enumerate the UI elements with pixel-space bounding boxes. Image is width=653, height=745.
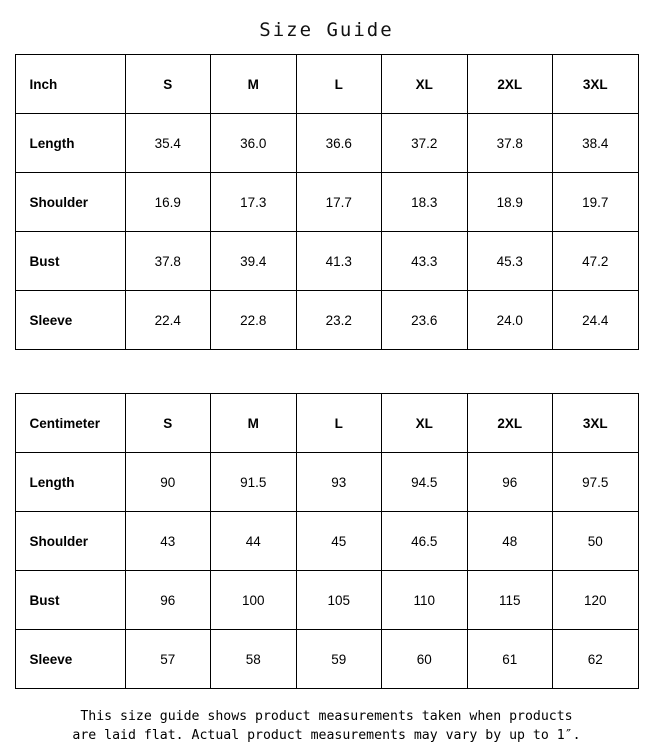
cell-value: 93: [296, 453, 382, 512]
footnote-line-2: are laid flat. Actual product measurements may vary by up to 1″.: [72, 728, 581, 744]
cell-value: 47.2: [553, 232, 639, 291]
column-header-m: M: [211, 55, 297, 114]
size-table-inch: [15, 54, 639, 350]
cell-value: 100: [211, 571, 297, 630]
column-header-l: L: [296, 55, 382, 114]
table-row: [15, 571, 638, 630]
cell-value: 24.0: [467, 291, 553, 350]
cell-value: 37.2: [382, 114, 468, 173]
cell-value: 17.7: [296, 173, 382, 232]
page-title: Size Guide: [259, 19, 394, 41]
column-header-2xl: 2XL: [467, 55, 553, 114]
row-label-bust: Bust: [15, 232, 125, 291]
table-row: [15, 232, 638, 291]
column-header-xl: XL: [382, 55, 468, 114]
footnote-line-1: This size guide shows product measurements taken when products: [80, 709, 573, 724]
table-row: [15, 512, 638, 571]
cell-value: 91.5: [211, 453, 297, 512]
row-label-length: Length: [15, 114, 125, 173]
cell-value: 43: [125, 512, 211, 571]
row-label-bust: Bust: [15, 571, 125, 630]
table-row: [15, 173, 638, 232]
column-header-m: M: [211, 394, 297, 453]
size-table-centimeter: [15, 393, 639, 689]
table-row: [15, 291, 638, 350]
cell-value: 24.4: [553, 291, 639, 350]
cell-value: 18.9: [467, 173, 553, 232]
row-label-shoulder: Shoulder: [15, 173, 125, 232]
column-header-xl: XL: [382, 394, 468, 453]
cell-value: 48: [467, 512, 553, 571]
cell-value: 97.5: [553, 453, 639, 512]
cell-value: 62: [553, 630, 639, 689]
cell-value: 105: [296, 571, 382, 630]
cell-value: 39.4: [211, 232, 297, 291]
table-row: [15, 114, 638, 173]
cell-value: 36.6: [296, 114, 382, 173]
cell-value: 90: [125, 453, 211, 512]
cell-value: 44: [211, 512, 297, 571]
column-header-s: S: [125, 55, 211, 114]
cell-value: 110: [382, 571, 468, 630]
cell-value: 37.8: [467, 114, 553, 173]
row-label-length: Length: [15, 453, 125, 512]
cell-value: 35.4: [125, 114, 211, 173]
table-header-row: [15, 55, 638, 114]
cell-value: 22.8: [211, 291, 297, 350]
cell-value: 23.6: [382, 291, 468, 350]
cell-value: 37.8: [125, 232, 211, 291]
cell-value: 120: [553, 571, 639, 630]
cell-value: 58: [211, 630, 297, 689]
cell-value: 18.3: [382, 173, 468, 232]
row-label-sleeve: Sleeve: [15, 630, 125, 689]
cell-value: 57: [125, 630, 211, 689]
column-header-3xl: 3XL: [553, 55, 639, 114]
cell-value: 59: [296, 630, 382, 689]
cell-value: 16.9: [125, 173, 211, 232]
cell-value: 45.3: [467, 232, 553, 291]
cell-value: 61: [467, 630, 553, 689]
column-header-l: L: [296, 394, 382, 453]
cell-value: 60: [382, 630, 468, 689]
cell-value: 23.2: [296, 291, 382, 350]
footnote: [15, 689, 639, 745]
cell-value: 17.3: [211, 173, 297, 232]
cell-value: 38.4: [553, 114, 639, 173]
table-header-row: [15, 394, 638, 453]
cell-value: 96: [467, 453, 553, 512]
column-header-3xl: 3XL: [553, 394, 639, 453]
cell-value: 45: [296, 512, 382, 571]
table-spacer: [0, 350, 653, 393]
cell-value: 43.3: [382, 232, 468, 291]
cell-value: 22.4: [125, 291, 211, 350]
unit-label-centimeter: Centimeter: [15, 394, 125, 453]
column-header-2xl: 2XL: [467, 394, 553, 453]
cell-value: 96: [125, 571, 211, 630]
unit-label-inch: Inch: [15, 55, 125, 114]
row-label-sleeve: Sleeve: [15, 291, 125, 350]
cell-value: 94.5: [382, 453, 468, 512]
row-label-shoulder: Shoulder: [15, 512, 125, 571]
cell-value: 41.3: [296, 232, 382, 291]
cell-value: 36.0: [211, 114, 297, 173]
column-header-s: S: [125, 394, 211, 453]
cell-value: 19.7: [553, 173, 639, 232]
cell-value: 50: [553, 512, 639, 571]
table-row: [15, 630, 638, 689]
table-row: [15, 453, 638, 512]
cell-value: 115: [467, 571, 553, 630]
cell-value: 46.5: [382, 512, 468, 571]
